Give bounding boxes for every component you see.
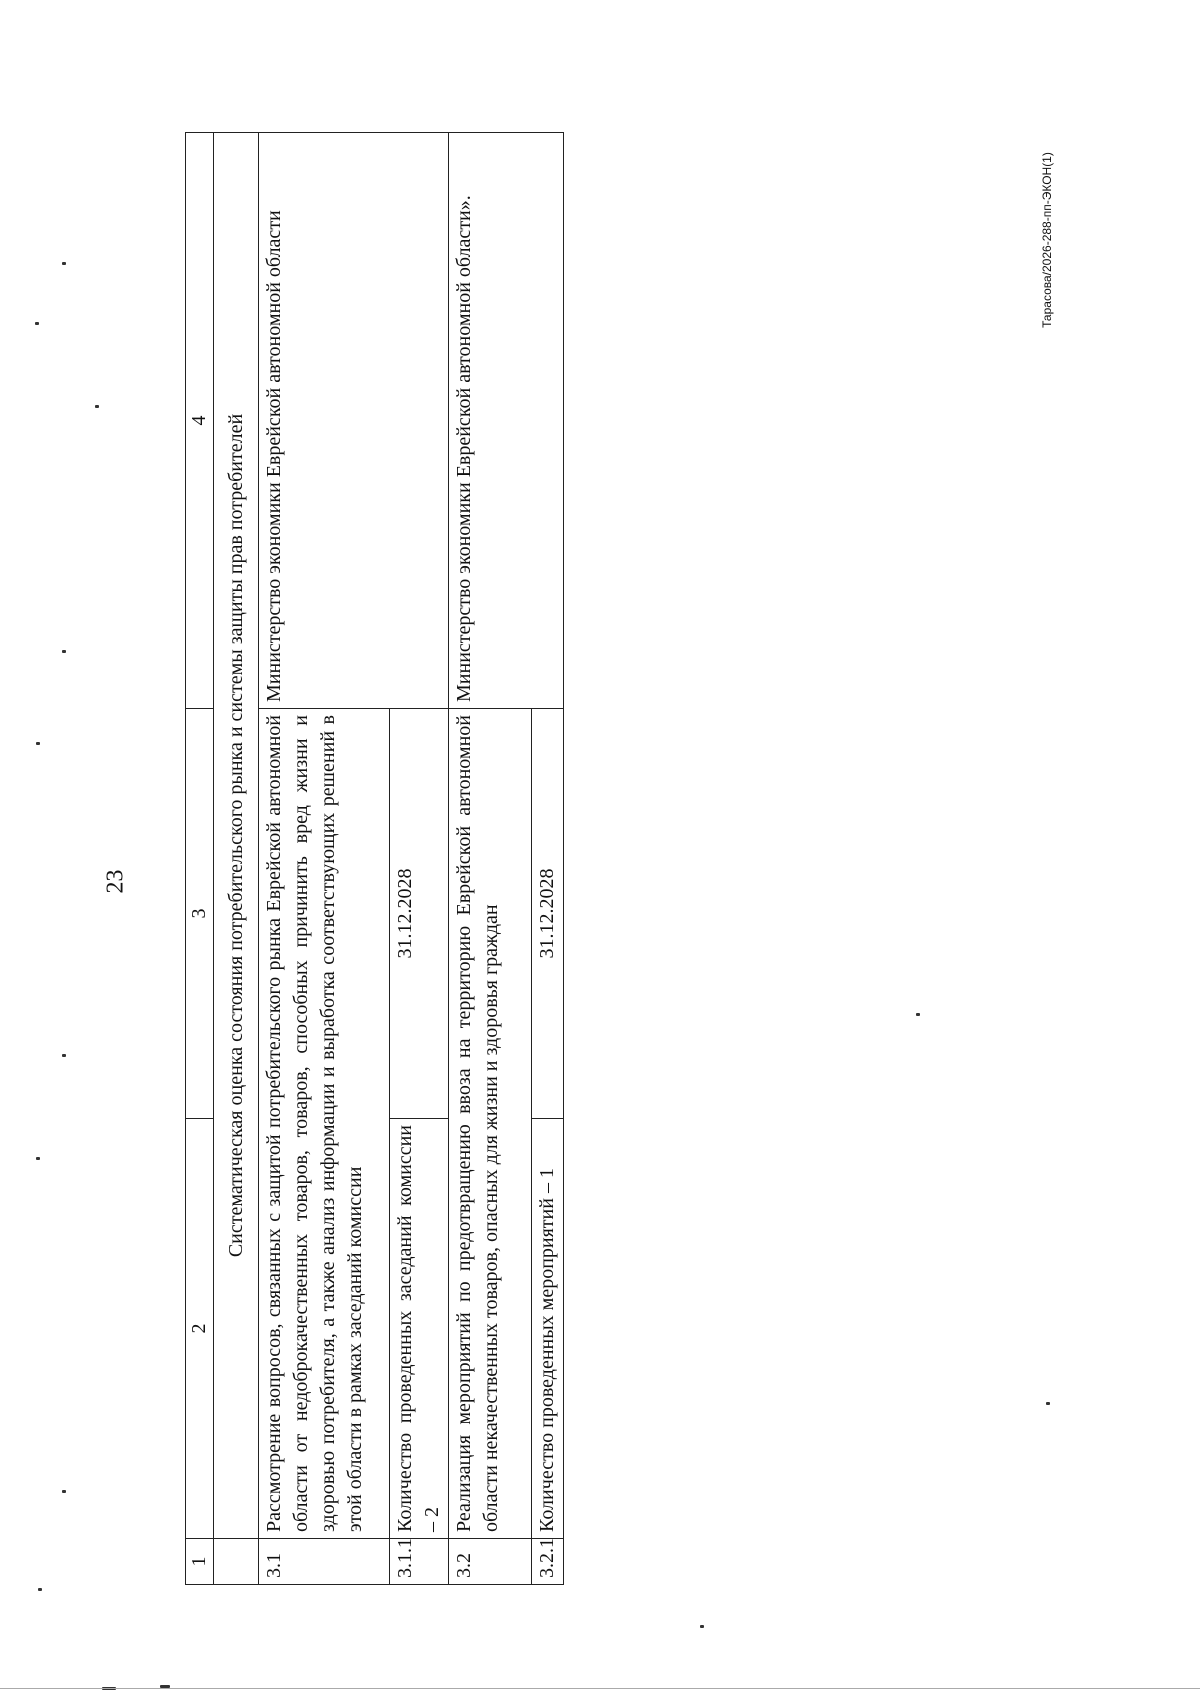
row-description: Реализация мероприятий по предотвращению ввоза на территорию Еврейской автономной области некачественных товаров, опасных для жизни и здоровья граждан — [449, 709, 532, 1539]
scan-speck — [62, 650, 66, 653]
header-col-3: 3 — [186, 709, 214, 1119]
row-date: 31.12.2028 — [532, 709, 564, 1119]
rotated-table-container — [185, 133, 570, 1585]
table-row — [259, 133, 390, 1585]
row-number: 3.2.1 — [532, 1539, 564, 1585]
scan-speck — [38, 1588, 42, 1591]
scan-speck — [62, 1054, 66, 1057]
row-responsible: Министерство экономики Еврейской автономной области». — [449, 133, 564, 709]
section-num-cell — [214, 1539, 259, 1585]
scan-speck — [700, 1625, 704, 1628]
section-row — [214, 133, 259, 1585]
row-number: 3.1 — [259, 1539, 390, 1585]
header-row — [186, 133, 214, 1585]
row-indicator: Количество проведенных заседаний комиссии – 2 — [390, 1119, 449, 1539]
table-row — [449, 133, 532, 1585]
document-code: Тарасова/2026-288-пп-ЭКОН(1) — [1040, 152, 1054, 328]
header-col-2: 2 — [186, 1119, 214, 1539]
scan-speck — [1046, 1402, 1050, 1405]
row-date: 31.12.2028 — [390, 709, 449, 1119]
section-title: Систематическая оценка состояния потребительского рынка и системы защиты прав потребителей — [214, 133, 259, 1539]
header-col-1: 1 — [186, 1539, 214, 1585]
row-description: Рассмотрение вопросов, связанных с защитой потребительского рынка Еврейской автономной области от недоброкачественных товаров, товаров, способных причинить вред жизни и здоровью потребителя, а также анализ информации и выработка соответствующих решений в этой области в рамках заседаний комиссии — [259, 709, 390, 1539]
plan-table — [185, 132, 564, 1585]
scan-speck — [36, 1157, 40, 1160]
page-number: 23 — [102, 869, 129, 894]
scan-speck — [36, 742, 40, 745]
scan-speck — [95, 405, 99, 408]
row-number: 3.2 — [449, 1539, 532, 1585]
scan-speck — [35, 322, 39, 325]
header-col-4: 4 — [186, 133, 214, 709]
row-indicator: Количество проведенных мероприятий – 1 — [532, 1119, 564, 1539]
row-number: 3.1.1 — [390, 1539, 449, 1585]
scan-speck — [916, 1013, 920, 1016]
row-responsible: Министерство экономики Еврейской автономной области — [259, 133, 449, 709]
scan-edge-line — [0, 1688, 1200, 1689]
scan-speck — [62, 1490, 66, 1493]
scan-speck — [62, 262, 66, 265]
